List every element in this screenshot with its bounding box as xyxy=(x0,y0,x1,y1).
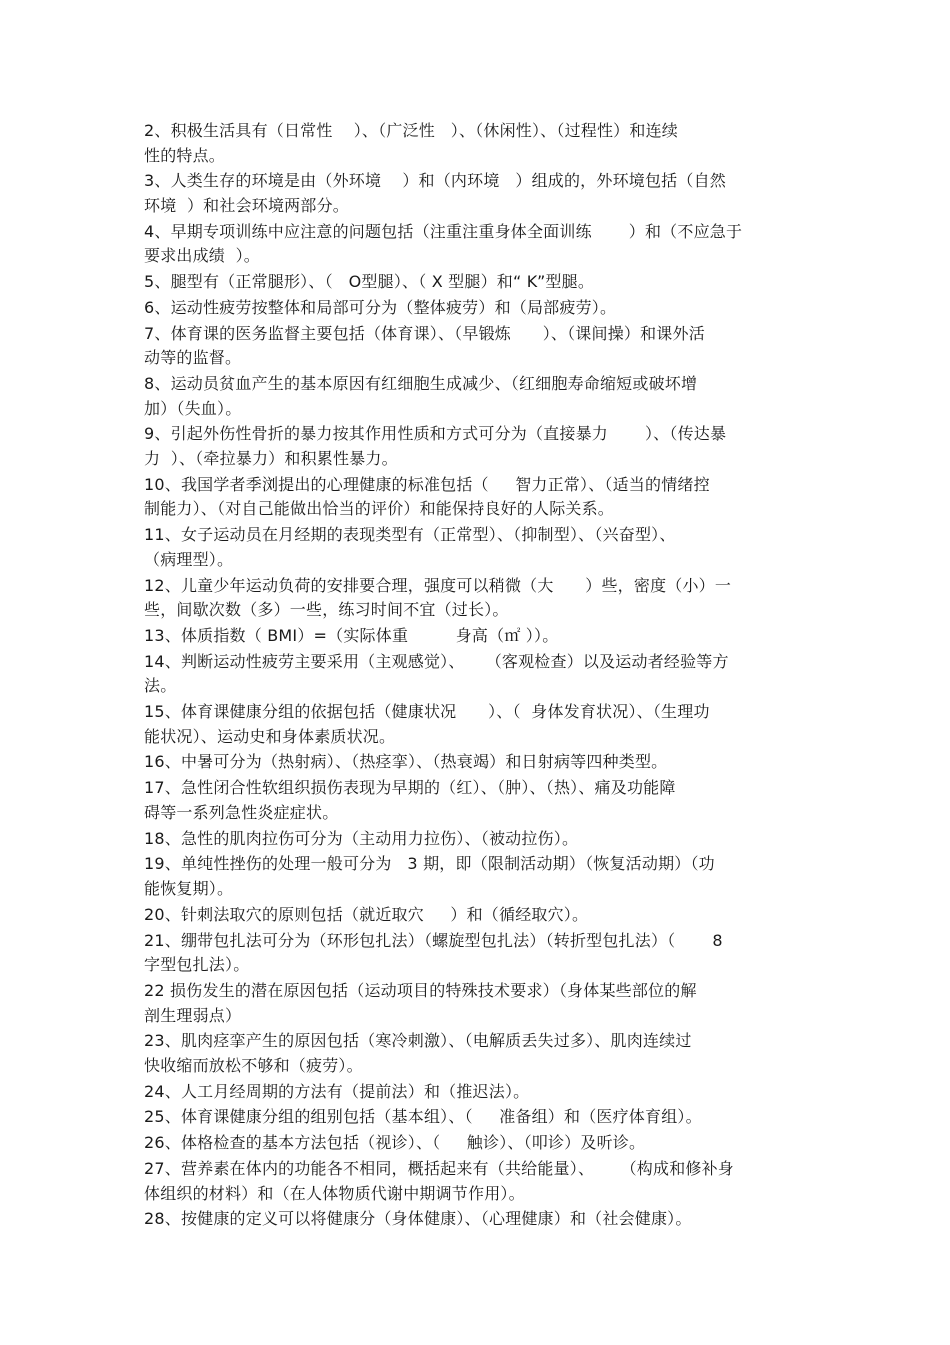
question-item xyxy=(144,1207,814,1232)
question-line: 环境 ）和社会环境两部分。 xyxy=(144,195,349,215)
question-line: 25、体育课健康分组的组别包括（基本组）、（ 准备组）和（医疗体育组）。 xyxy=(144,1107,702,1127)
question-line: 6、运动性疲劳按整体和局部可分为（整体疲劳）和（局部疲劳）。 xyxy=(144,297,617,317)
question-line: 动等的监督。 xyxy=(144,348,242,368)
question-line: 20、针刺法取穴的原则包括（就近取穴 ）和（循经取穴）。 xyxy=(144,904,589,924)
question-line: 3、人类生存的环境是由（外环境 ）和（内环境 ）组成的，外环境包括（自然 xyxy=(144,171,726,191)
question-line: 17、急性闭合性软组织损伤表现为早期的（红）、（肿）、（热）、痛及功能障 xyxy=(144,778,676,798)
question-line: 14、判断运动性疲劳主要采用（主观感觉）、 （客观检查）以及运动者经验等方 xyxy=(144,651,729,671)
question-line: 加）（失血）。 xyxy=(144,398,242,418)
question-item xyxy=(144,624,814,649)
question-item xyxy=(144,1080,814,1105)
question-item xyxy=(144,700,814,749)
question-line: 28、按健康的定义可以将健康分（身体健康）、（心理健康）和（社会健康）。 xyxy=(144,1209,692,1229)
question-line: 7、体育课的医务监督主要包括（体育课）、（早锻炼 ）、（课间操）和课外活 xyxy=(144,323,705,343)
question-line: 剖生理弱点） xyxy=(144,1005,242,1025)
question-line: 力 ）、（牵拉暴力）和积累性暴力。 xyxy=(144,449,398,469)
question-line: 性的特点。 xyxy=(144,145,226,165)
question-item xyxy=(144,220,814,269)
question-line: 23、肌肉痉挛产生的原因包括（寒冷刺激）、（电解质丢失过多）、肌肉连续过 xyxy=(144,1031,692,1051)
question-line: 法。 xyxy=(144,676,177,696)
question-item xyxy=(144,852,814,901)
question-item xyxy=(144,827,814,852)
question-item xyxy=(144,1131,814,1156)
question-line: 15、体育课健康分组的依据包括（健康状况 ）、（ 身体发育状况）、（生理功 xyxy=(144,702,710,722)
question-item xyxy=(144,1105,814,1130)
question-item xyxy=(144,270,814,295)
question-item xyxy=(144,979,814,1028)
question-line: 字型包扎法）。 xyxy=(144,955,250,975)
question-line: 4、早期专项训练中应注意的问题包括（注重注重身体全面训练 ）和（不应急于 xyxy=(144,221,743,241)
question-line: （病理型）。 xyxy=(144,549,234,569)
question-line: 24、人工月经周期的方法有（提前法）和（推迟法）。 xyxy=(144,1081,530,1101)
document-page xyxy=(144,119,814,1233)
question-line: 2、积极生活具有（日常性 ）、（广泛性 ）、（休闲性）、（过程性）和连续 xyxy=(144,121,678,140)
question-line: 5、腿型有（正常腿形）、（ O型腿）、（ X 型腿）和“ K”型腿。 xyxy=(144,272,595,292)
question-line: 16、中暑可分为（热射病）、（热痉挛）、（热衰竭）和日射病等四种类型。 xyxy=(144,752,668,772)
question-line: 9、引起外伤性骨折的暴力按其作用性质和方式可分为（直接暴力 ）、（传达暴 xyxy=(144,424,727,444)
question-item xyxy=(144,169,814,218)
question-item xyxy=(144,422,814,471)
question-item xyxy=(144,1157,814,1206)
question-line: 27、营养素在体内的功能各不相同，概括起来有（共给能量）、 （构成和修补身 xyxy=(144,1159,734,1179)
question-item xyxy=(144,750,814,775)
question-item xyxy=(144,473,814,522)
question-line: 8、运动员贫血产生的基本原因有红细胞生成减少、（红细胞寿命缩短或破坏增 xyxy=(144,374,698,394)
question-line: 19、单纯性挫伤的处理一般可分为 3 期，即（限制活动期）（恢复活动期）（功 xyxy=(144,854,715,874)
question-line: 要求出成绩 ）。 xyxy=(144,246,260,266)
question-line: 21、绷带包扎法可分为（环形包扎法）（螺旋型包扎法）（转折型包扎法）（ 8 xyxy=(144,930,723,950)
question-item xyxy=(144,776,814,825)
question-line: 能状况）、运动史和身体素质状况。 xyxy=(144,726,396,746)
question-item xyxy=(144,1029,814,1078)
question-line: 12、儿童少年运动负荷的安排要合理，强度可以稍微（大 ）些，密度（小）一 xyxy=(144,575,732,595)
question-line: 13、体质指数（ BMI）=（实际体重 身高（㎡ ））。 xyxy=(144,625,559,645)
question-item xyxy=(144,523,814,572)
question-line: 体组织的材料）和（在人体物质代谢中期调节作用）。 xyxy=(144,1183,525,1203)
question-item xyxy=(144,574,814,623)
question-line: 能恢复期）。 xyxy=(144,879,234,898)
question-line: 22 损伤发生的潜在原因包括（运动项目的特殊技术要求）（身体某些部位的解 xyxy=(144,980,697,1000)
question-line: 10、我国学者季浏提出的心理健康的标准包括（ 智力正常）、（适当的情绪控 xyxy=(144,474,710,494)
question-line: 26、体格检查的基本方法包括（视诊）、（ 触诊）、（叩诊）及听诊。 xyxy=(144,1133,646,1153)
question-item xyxy=(144,929,814,978)
question-item xyxy=(144,119,814,168)
question-line: 些，间歇次数（多）一些，练习时间不宜（过长）。 xyxy=(144,600,509,620)
question-line: 碍等一系列急性炎症症状。 xyxy=(144,802,339,822)
question-line: 18、急性的肌肉拉伤可分为（主动用力拉伤）、（被动拉伤）。 xyxy=(144,828,579,848)
question-item xyxy=(144,650,814,699)
question-item xyxy=(144,322,814,371)
question-line: 11、女子运动员在月经期的表现类型有（正常型）、（抑制型）、（兴奋型）、 xyxy=(144,525,676,545)
question-item xyxy=(144,296,814,321)
question-line: 快收缩而放松不够和（疲劳）。 xyxy=(144,1055,363,1075)
question-item xyxy=(144,903,814,928)
question-item xyxy=(144,372,814,421)
question-line: 制能力）、（对自己能做出恰当的评价）和能保持良好的人际关系。 xyxy=(144,499,615,519)
